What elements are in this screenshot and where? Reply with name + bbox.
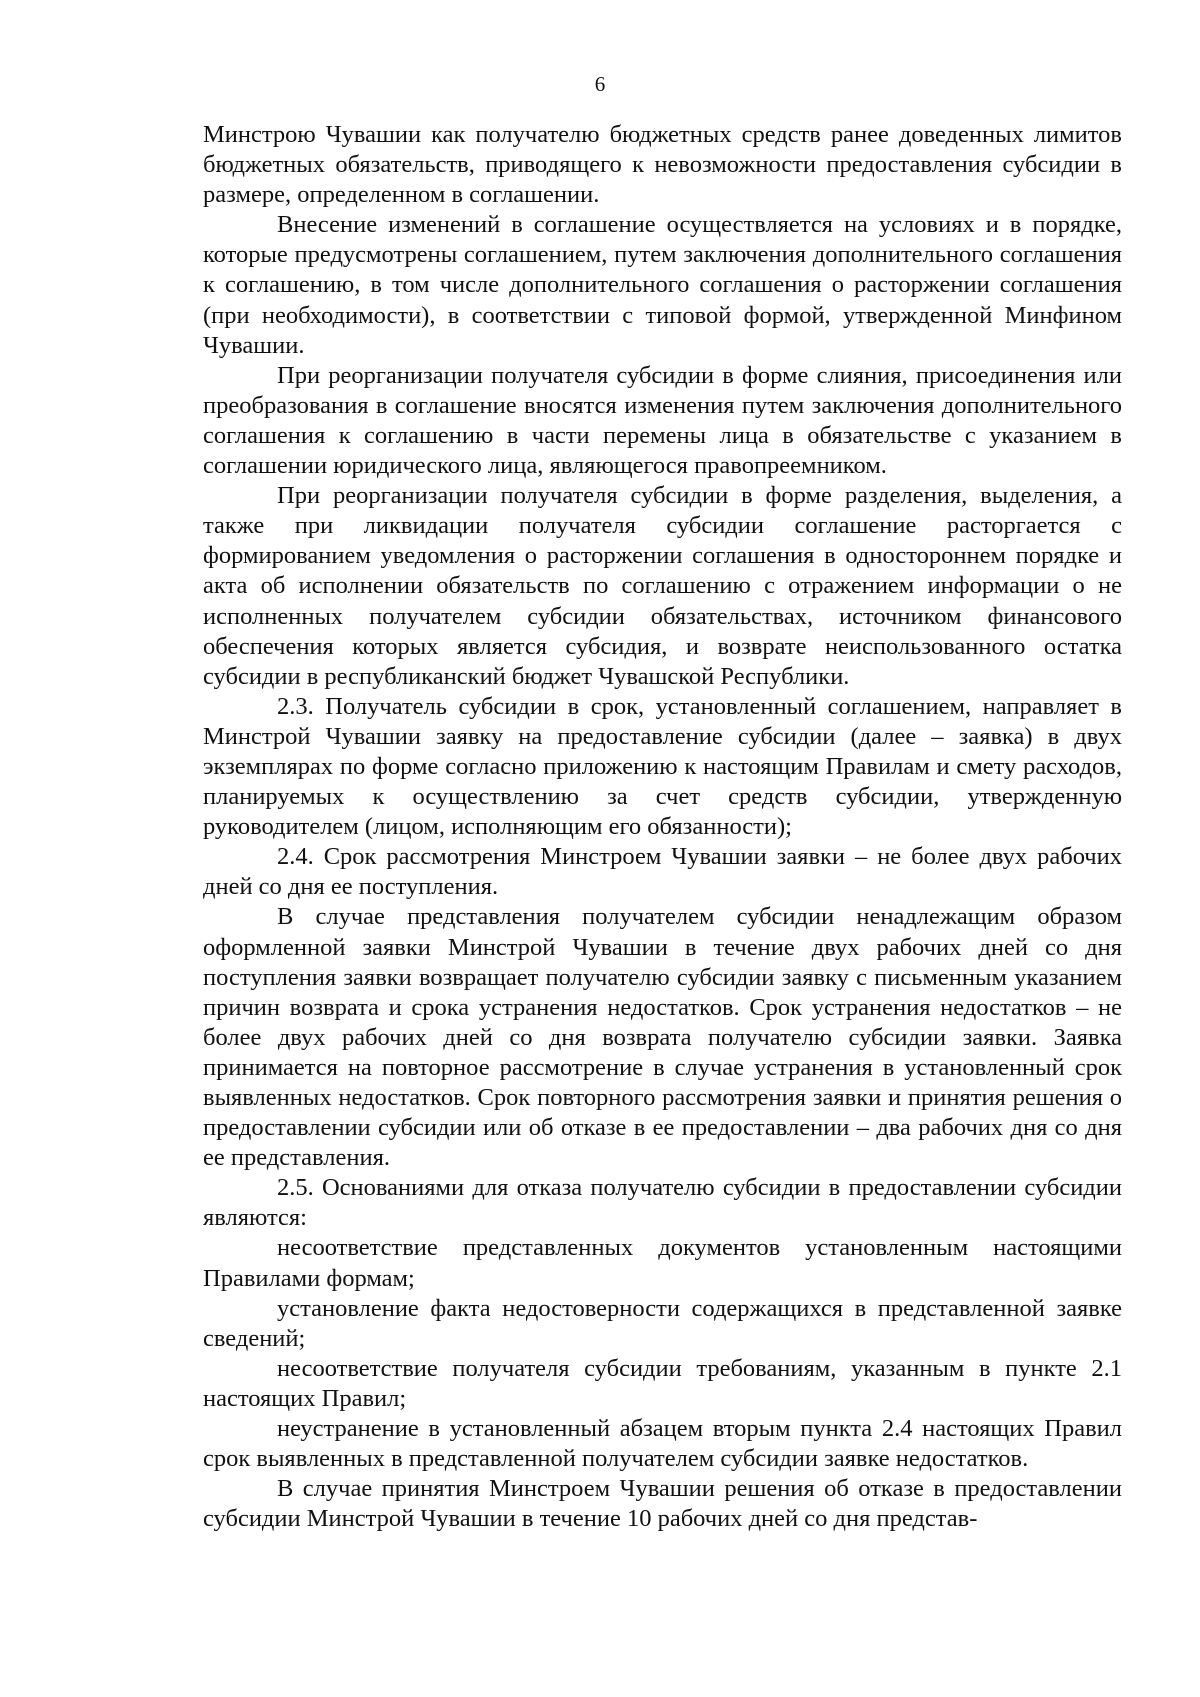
page-number: 6 xyxy=(594,72,606,96)
paragraph: несоответствие представленных документов установленным настоящими Правилами формам; xyxy=(203,1234,1122,1292)
paragraph: В случае представления получателем субсидии ненадлежащим образом оформленной заявки Минстрой Чувашии в течение двух рабочих дней со дня поступления заявки возвращает получателю субсидии заявку с письменным указанием причин возврата и срока устранения недостатков. Срок устранения недостатков – не более двух рабочих дней со дня возврата получателю субсидии заявки. Заявка принимается на повторное рассмотрение в случае устранения в установленный срок выявленных недостатков. Срок повторного рассмотрения заявки и принятия решения о предоставлении субсидии или об отказе в ее предоставлении – два рабочих дня со дня ее представления. xyxy=(203,903,1122,1172)
paragraph: несоответствие получателя субсидии требованиям, указанным в пункте 2.1 настоящих Правил; xyxy=(203,1354,1122,1412)
paragraph: 2.3. Получатель субсидии в срок, установленный соглашением, направляет в Минстрой Чувашии заявку на предоставление субсидии (далее – заявка) в двух экземплярах по форме согласно приложению к настоящим Правилам и смету расходов, планируемых к осуществлению за счет средств субсидии, утвержденную руководителем (лицом, исполняющим его обязанности); xyxy=(203,692,1122,841)
paragraph: установление факта недостоверности содержащихся в представленной заявке сведений; xyxy=(203,1294,1122,1352)
paragraph: Внесение изменений в соглашение осуществляется на условиях и в порядке, которые предусмотрены соглашением, путем заключения дополнительного соглашения к соглашению, в том числе дополнительного соглашения о расторжении соглашения (при необходимости), в соответствии с типовой формой, утвержденной Минфином Чувашии. xyxy=(203,211,1122,359)
paragraph: 2.4. Срок рассмотрения Минстроем Чувашии заявки – не более двух рабочих дней со дня ее поступления. xyxy=(203,843,1122,901)
paragraph: Минстрою Чувашии как получателю бюджетных средств ранее доведенных лимитов бюджетных обязательств, приводящего к невозможности предоставления субсидии в размере, определенном в соглашении. xyxy=(203,121,1122,209)
paragraph: неустранение в установленный абзацем вторым пункта 2.4 настоящих Правил срок выявленных в представленной получателем субсидии заявке недостатков. xyxy=(203,1415,1122,1473)
paragraph: 2.5. Основаниями для отказа получателю субсидии в предоставлении субсидии являются: xyxy=(203,1174,1122,1232)
document-body xyxy=(203,120,1122,1534)
paragraph: В случае принятия Минстроем Чувашии решения об отказе в предоставлении субсидии Минстрой Чувашии в течение 10 рабочих дней со дня представ- xyxy=(203,1475,1122,1533)
paragraph: При реорганизации получателя субсидии в форме разделения, выделения, а также при ликвидации получателя субсидии соглашение расторгается с формированием уведомления о расторжении соглашения в одностороннем порядке и акта об исполнении обязательств по соглашению с отражением информации о не исполненных получателем субсидии обязательствах, источником финансового обеспечения которых является субсидия, и возврате неиспользованного остатка субсидии в республиканский бюджет Чувашской Республики. xyxy=(203,482,1122,690)
paragraph: При реорганизации получателя субсидии в форме слияния, присоединения или преобразования в соглашение вносятся изменения путем заключения дополнительного соглашения к соглашению в части перемены лица в обязательстве с указанием в соглашении юридического лица, являющегося правопреемником. xyxy=(203,361,1122,480)
